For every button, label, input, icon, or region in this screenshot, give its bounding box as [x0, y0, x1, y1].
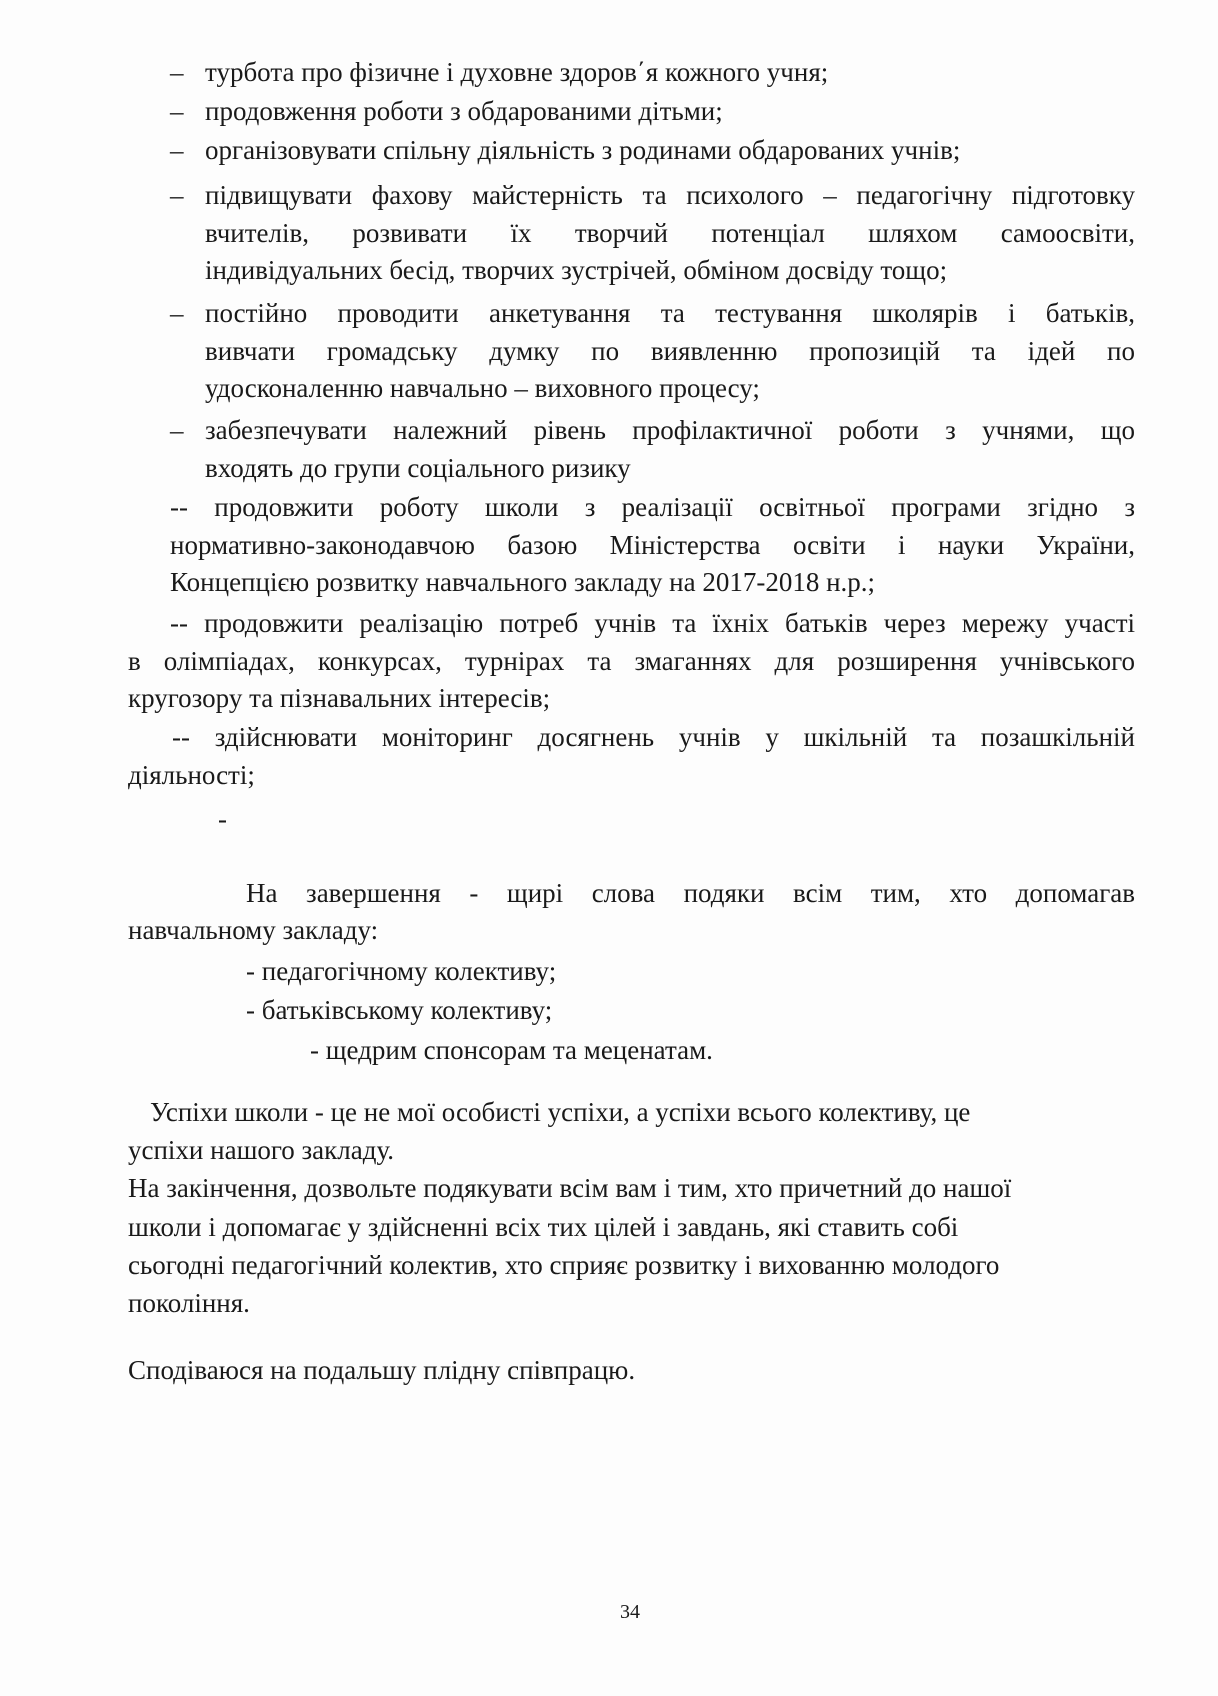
paragraph-line: Концепцією розвитку навчального закладу на 2017-2018 н.р.; — [170, 567, 876, 597]
bullet-dash: – — [170, 298, 184, 328]
page-number: 34 — [620, 1601, 640, 1623]
success-line: успіхи нашого закладу. — [128, 1135, 395, 1165]
final-line: Сподіваюся на подальшу плідну співпрацю. — [128, 1355, 636, 1385]
paragraph-line: нормативно-законодавчою базою Міністерства освіти і науки України, — [170, 530, 1135, 560]
closing-line: школи і допомагає у здійсненні всіх тих цілей і завдань, які ставить собі — [128, 1212, 959, 1242]
thanks-item: - педагогічному колективу; — [246, 956, 557, 986]
bullet-line: продовження роботи з обдарованими дітьми; — [205, 96, 723, 126]
bullet-line: постійно проводити анкетування та тестування школярів і батьків, — [205, 298, 1135, 328]
paragraph-line: -- продовжити реалізацію потреб учнів та їхніх батьків через мережу участі — [170, 608, 1135, 638]
bullet-line: входять до групи соціального ризику — [205, 453, 631, 483]
bullet-line: турбота про фізичне і духовне здоров΄я кожного учня; — [205, 57, 829, 87]
closing-line: сьогодні педагогічний колектив, хто сприяє розвитку і вихованню молодого — [128, 1250, 1000, 1280]
bullet-line: організовувати спільну діяльність з родинами обдарованих учнів; — [205, 135, 961, 165]
bullet-dash: – — [170, 180, 184, 210]
stray-dash: - — [218, 804, 227, 834]
bullet-line: вчителів, розвивати їх творчий потенціал шляхом самоосвіти, — [205, 218, 1135, 248]
closing-line: покоління. — [128, 1288, 250, 1318]
thanks-item: - щедрим спонсорам та меценатам. — [310, 1035, 713, 1065]
success-line: Успіхи школи - це не мої особисті успіхи, а успіхи всього колективу, це — [150, 1097, 971, 1127]
thanks-intro-line: навчальному закладу: — [128, 915, 379, 945]
bullet-line: підвищувати фахову майстерність та психолого – педагогічну підготовку — [205, 180, 1135, 210]
paragraph-line: -- продовжити роботу школи з реалізації освітньої програми згідно з — [170, 492, 1135, 522]
bullet-line: удосконаленню навчально – виховного процесу; — [205, 373, 760, 403]
bullet-dash: – — [170, 57, 184, 87]
bullet-line: вивчати громадську думку по виявленню пропозицій та ідей по — [205, 336, 1135, 366]
bullet-line: забезпечувати належний рівень профілактичної роботи з учнями, що — [205, 415, 1135, 445]
closing-line: На закінчення, дозвольте подякувати всім вам і тим, хто причетний до нашої — [128, 1173, 1012, 1203]
paragraph-line: кругозору та пізнавальних інтересів; — [128, 683, 551, 713]
paragraph-line: в олімпіадах, конкурсах, турнірах та змаганнях для розширення учнівського — [128, 646, 1135, 676]
bullet-dash: – — [170, 135, 184, 165]
paragraph-line: діяльності; — [128, 760, 255, 790]
thanks-intro-line: На завершення - щирі слова подяки всім тим, хто допомагав — [246, 878, 1135, 908]
bullet-dash: – — [170, 415, 184, 445]
paragraph-line: -- здійснювати моніторинг досягнень учнів у шкільній та позашкільній — [172, 722, 1135, 752]
bullet-dash: – — [170, 96, 184, 126]
thanks-item: - батьківському колективу; — [246, 995, 553, 1025]
bullet-line: індивідуальних бесід, творчих зустрічей, обміном досвіду тощо; — [205, 255, 948, 285]
